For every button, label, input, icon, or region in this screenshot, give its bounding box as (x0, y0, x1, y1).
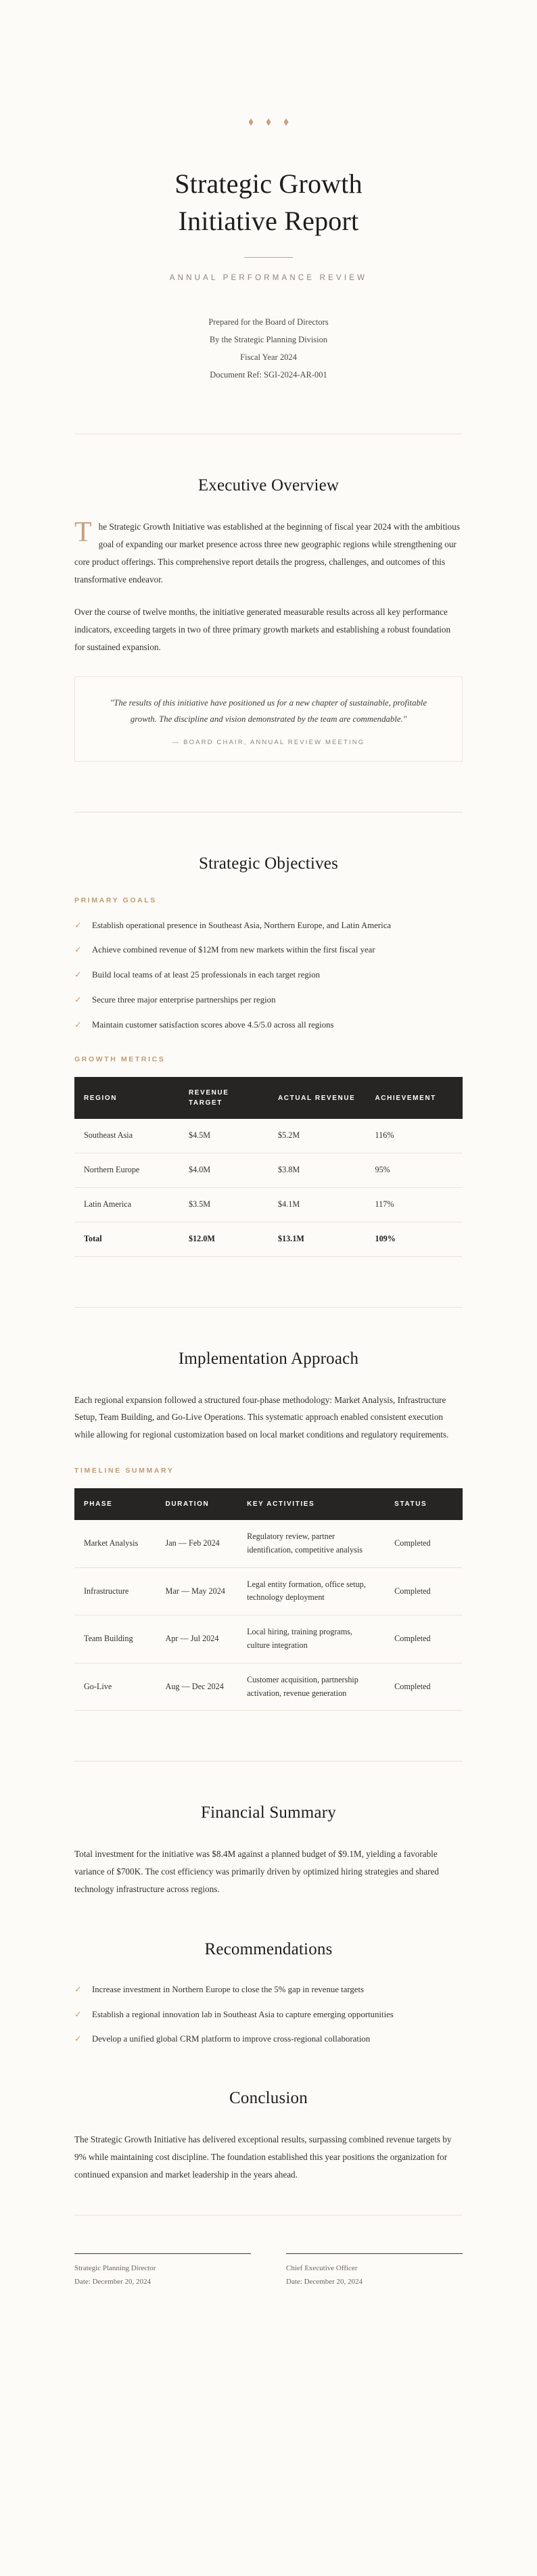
signature-role: Chief Executive Officer (286, 2263, 358, 2272)
cell-key-activities: Customer acquisition, partnership activation, revenue generation (237, 1663, 385, 1711)
cell-revenue-target: $4.0M (179, 1153, 268, 1188)
section-heading-financial-summary: Financial Summary (201, 1803, 336, 1822)
column-header-revenue-target: REVENUE TARGET (179, 1077, 268, 1119)
conclusion-paragraph: The Strategic Growth Initiative has delivered exceptional results, surpassing combined revenue targets by 9% while maintaining cost discipline. The foundation established this year positions the organization for continued expansion and market leadership in the years ahead. (74, 2134, 452, 2180)
diamond-ornament-icon (249, 118, 254, 126)
growth-metrics-table-body (74, 1119, 463, 1256)
strategic-objectives-section-divider (74, 1307, 463, 1308)
signature-line (286, 2253, 463, 2254)
primary-goal-label: Build local teams of at least 25 professionals in each target region (92, 970, 321, 980)
cell-status: Completed (385, 1663, 463, 1711)
column-header-actual-revenue: ACTUAL REVENUE (268, 1077, 366, 1119)
section-strategic-objectives (0, 854, 537, 1257)
cell-actual-revenue: $4.1M (268, 1187, 366, 1222)
timeline-summary-table (74, 1488, 463, 1711)
primary-goals-list (74, 918, 463, 1033)
table-header-row (74, 1488, 463, 1520)
signature-line (74, 2253, 251, 2254)
section-conclusion (0, 2089, 537, 2184)
column-header-achievement: ACHIEVEMENT (365, 1077, 463, 1119)
recommendations-list (74, 1982, 463, 2047)
executive-overview-paragraph-1 (74, 518, 463, 589)
section-implementation-approach (0, 1350, 537, 1711)
primary-goal-label: Establish operational presence in Southeast Asia, Northern Europe, and Latin America (92, 920, 392, 930)
table-row (74, 1567, 463, 1615)
primary-goal-label: Secure three major enterprise partnerships per region (92, 994, 276, 1005)
signature-block-director (74, 2253, 251, 2289)
cell-revenue-target: $3.5M (179, 1187, 268, 1222)
signature-date: Date: December 20, 2024 (286, 2278, 363, 2286)
cell-achievement: 117% (365, 1187, 463, 1222)
label-timeline-summary: TIMELINE SUMMARY (74, 1467, 174, 1475)
cell-revenue-target: $12.0M (179, 1222, 268, 1256)
pull-quote-box (74, 676, 463, 762)
table-row (74, 1615, 463, 1663)
table-row (74, 1119, 463, 1153)
cover-meta-fiscal-year: Fiscal Year 2024 (240, 352, 297, 363)
cell-achievement: 95% (365, 1153, 463, 1188)
cell-achievement: 109% (365, 1222, 463, 1256)
implementation-section-divider (74, 1761, 463, 1762)
section-heading-conclusion: Conclusion (229, 2089, 308, 2108)
list-item (74, 918, 463, 934)
recommendation-label: Develop a unified global CRM platform to improve cross-regional collaboration (92, 2034, 371, 2044)
cell-phase: Go-Live (74, 1663, 156, 1711)
executive-overview-paragraph-1-text: he Strategic Growth Initiative was established at the beginning of fiscal year 2024 with the ambitious goal of expanding our market presence across three new geographic regions while strengthening our core product offerings. This comprehensive report details the progress, challenges, and outcomes of this transformative endeavor. (74, 522, 460, 584)
check-icon: ✓ (74, 2033, 82, 2044)
timeline-table-body (74, 1520, 463, 1711)
label-primary-goals: PRIMARY GOALS (74, 896, 157, 904)
diamond-ornament-icon (266, 118, 271, 126)
cell-duration: Mar — May 2024 (156, 1567, 238, 1615)
list-item (74, 967, 463, 983)
page-title (74, 165, 463, 239)
growth-metrics-table (74, 1077, 463, 1256)
financial-summary-paragraph: Total investment for the initiative was $8.4M against a planned budget of $9.1M, yielding a favorable variance of $700K. The cost efficiency was primarily driven by optimized hiring strategies and shared technology infrastructure across regions. (74, 1849, 439, 1895)
list-item (74, 1017, 463, 1033)
primary-goal-label: Achieve combined revenue of $12M from new markets within the first fiscal year (92, 945, 375, 955)
section-heading-executive-overview: Executive Overview (197, 476, 340, 495)
cell-phase: Market Analysis (74, 1520, 156, 1567)
pull-quote-attribution: — BOARD CHAIR, ANNUAL REVIEW MEETING (172, 738, 365, 746)
primary-goal-label: Maintain customer satisfaction scores above 4.5/5.0 across all regions (92, 1019, 334, 1030)
column-header-phase: PHASE (74, 1488, 156, 1520)
label-growth-metrics: GROWTH METRICS (74, 1055, 166, 1064)
list-item (74, 992, 463, 1008)
table-row (74, 1187, 463, 1222)
check-icon: ✓ (74, 1019, 82, 1030)
signature-role: Strategic Planning Director (74, 2263, 156, 2272)
section-financial-summary (0, 1803, 537, 1898)
pull-quote-text: "The results of this initiative have positioned us for a new chapter of sustainable, profitable growth. The discipline and vision demonstrated by the team are commendable." (110, 697, 427, 724)
cell-phase: Team Building (74, 1615, 156, 1663)
timeline-table-head (74, 1488, 463, 1520)
cover-block (0, 0, 537, 384)
cell-key-activities: Legal entity formation, office setup, technology deployment (237, 1567, 385, 1615)
list-item (74, 942, 463, 958)
ornament-row (74, 118, 463, 126)
cell-region: Latin America (74, 1187, 179, 1222)
implementation-paragraph: Each regional expansion followed a structured four-phase methodology: Market Analysis, Infrastructure Setup, Team Building, and Go-Live Operations. This systematic approach enabled consistent execution while allowing for regional customization based on local market conditions and regulatory requirements. (74, 1394, 449, 1440)
cell-region: Southeast Asia (74, 1119, 179, 1153)
list-item (74, 1982, 463, 1998)
table-row (74, 1520, 463, 1567)
cell-status: Completed (385, 1520, 463, 1567)
check-icon: ✓ (74, 994, 82, 1005)
cell-revenue-target: $4.5M (179, 1119, 268, 1153)
signature-block-ceo (286, 2253, 463, 2289)
section-heading-strategic-objectives: Strategic Objectives (198, 854, 338, 873)
cell-key-activities: Regulatory review, partner identification, competitive analysis (237, 1520, 385, 1567)
list-item (74, 2007, 463, 2023)
list-item (74, 2031, 463, 2047)
cell-region: Northern Europe (74, 1153, 179, 1188)
column-header-key-activities: KEY ACTIVITIES (237, 1488, 385, 1520)
check-icon: ✓ (74, 2008, 82, 2019)
table-header-row (74, 1077, 463, 1119)
cell-duration: Jan — Feb 2024 (156, 1520, 238, 1567)
check-icon: ✓ (74, 1983, 82, 1994)
check-icon: ✓ (74, 944, 82, 955)
cover-meta-document-ref: Document Ref: SGI-2024-AR-001 (210, 370, 327, 380)
diamond-ornament-icon (284, 118, 289, 126)
section-executive-overview (0, 476, 537, 761)
cell-phase: Infrastructure (74, 1567, 156, 1615)
cell-actual-revenue: $3.8M (268, 1153, 366, 1188)
check-icon: ✓ (74, 969, 82, 980)
column-header-status: STATUS (385, 1488, 463, 1520)
growth-metrics-table-head (74, 1077, 463, 1119)
cover-meta-prepared-for: Prepared for the Board of Directors (208, 317, 329, 327)
title-divider-rule (244, 257, 293, 258)
table-row-total (74, 1222, 463, 1256)
cell-duration: Aug — Dec 2024 (156, 1663, 238, 1711)
recommendation-label: Establish a regional innovation lab in Southeast Asia to capture emerging opportunities (92, 2009, 394, 2019)
cell-status: Completed (385, 1567, 463, 1615)
table-row (74, 1663, 463, 1711)
table-row (74, 1153, 463, 1188)
drop-cap: T (74, 517, 92, 549)
cell-actual-revenue: $5.2M (268, 1119, 366, 1153)
cell-status: Completed (385, 1615, 463, 1663)
cell-achievement: 116% (365, 1119, 463, 1153)
signature-date: Date: December 20, 2024 (74, 2278, 151, 2286)
column-header-region: REGION (74, 1077, 179, 1119)
doc-subtitle: ANNUAL PERFORMANCE REVIEW (169, 274, 368, 283)
doc-title-line-2: Initiative Report (178, 206, 359, 237)
cell-duration: Apr — Jul 2024 (156, 1615, 238, 1663)
check-icon: ✓ (74, 919, 82, 930)
section-heading-implementation-approach: Implementation Approach (178, 1349, 359, 1368)
executive-overview-paragraph-2: Over the course of twelve months, the initiative generated measurable results across all key performance indicators, exceeding targets in two of three primary growth markets and establishing a robust foundation for sustained expansion. (74, 606, 451, 652)
cell-actual-revenue: $13.1M (268, 1222, 366, 1256)
section-recommendations (0, 1940, 537, 2047)
recommendation-label: Increase investment in Northern Europe to close the 5% gap in revenue targets (92, 1984, 365, 1994)
cell-key-activities: Local hiring, training programs, culture integration (237, 1615, 385, 1663)
doc-title-line-1: Strategic Growth (174, 168, 363, 199)
signature-area (0, 2253, 537, 2289)
section-heading-recommendations: Recommendations (204, 1939, 333, 1958)
cell-region: Total (74, 1222, 179, 1256)
cover-meta-division: By the Strategic Planning Division (209, 335, 328, 345)
column-header-duration: DURATION (156, 1488, 238, 1520)
